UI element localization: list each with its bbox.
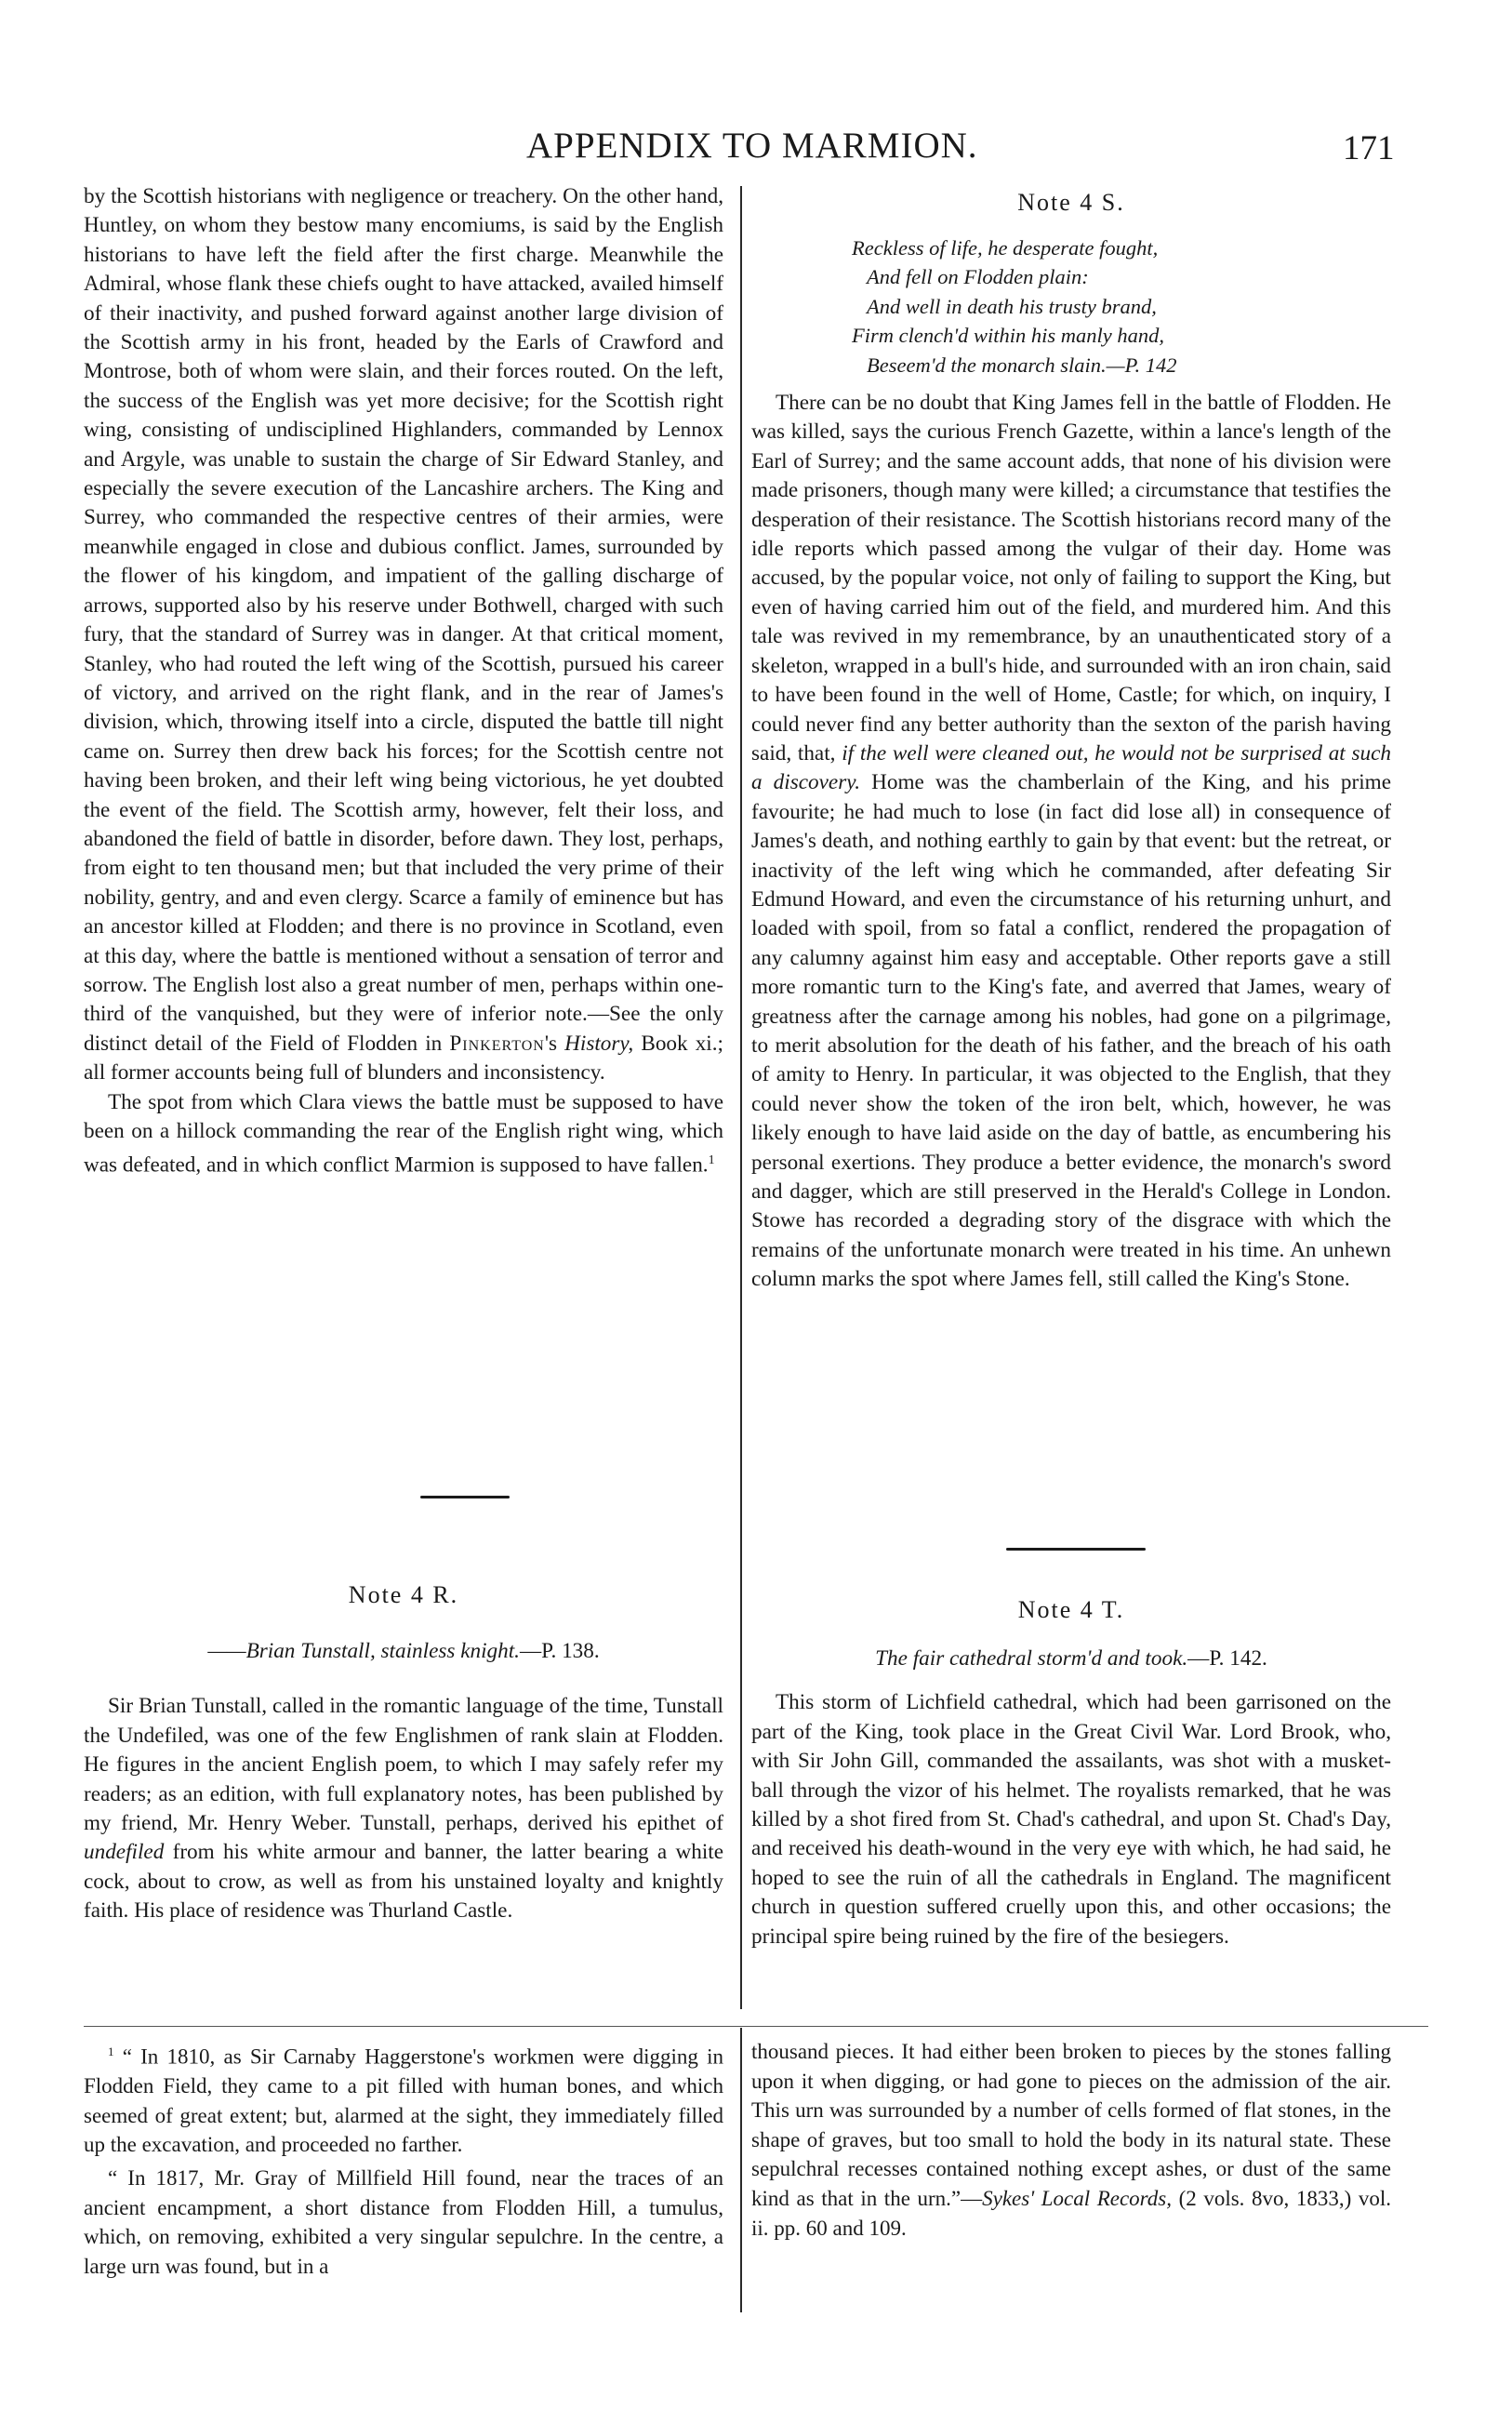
note-heading: Note 4 T. xyxy=(1017,1596,1125,1623)
quote-text: ——Brian Tunstall, stainless knight. xyxy=(207,1639,520,1663)
left-column-body xyxy=(84,182,723,1181)
page-number: 171 xyxy=(1343,129,1395,167)
paragraph-text: Book xi.; all former accounts being full of blunders and inconsistency. xyxy=(84,1031,723,1085)
note-4t xyxy=(751,1596,1391,1951)
flodden-battle-paragraph xyxy=(84,182,723,1088)
paragraph-text: The spot from which Clara views the battle must be supposed to have been on a hillock commanding the rear of the English right wing, which was defeated, and in which conflict Marmion is supposed to have fallen. xyxy=(84,1089,723,1179)
quote-text: The fair cathedral storm'd and took. xyxy=(875,1646,1188,1671)
paragraph-text: thousand pieces. It had either been broken to pieces by the stones falling upon it when digging, or had gone to pieces on the admission of the air. This urn was surrounded by a number of cells formed of flat stones, in the shape of graves, but too small to hold the body in its natural state. These sepulchral recesses contained nothing except ashes, or dust of the same kind as that in the urn.”— xyxy=(751,2040,1391,2210)
footnote-paragraph xyxy=(84,2164,723,2281)
note-4s-text xyxy=(751,389,1391,1295)
column-divider xyxy=(740,186,742,2009)
footnote-reference: 1 xyxy=(708,1153,715,1168)
footnote-rule xyxy=(84,2026,1428,2027)
italic-word: undefiled xyxy=(84,1840,165,1865)
page-reference: —P. 142. xyxy=(1187,1646,1267,1671)
verse-line: Reckless of life, he desperate fought, xyxy=(852,236,1159,260)
paragraph-text: (2 vols. 8vo, 1833,) vol. ii. pp. 60 and 109. xyxy=(751,2186,1391,2240)
footnote-column-divider xyxy=(740,2028,742,2312)
book-title: History, xyxy=(564,1031,634,1056)
paragraph-text: There can be no doubt that King James fell in the battle of Flodden. He was killed, says the curious French Gazette, within a lance's length of the Earl of Surrey; and the same account adds, that none of his division were made prisoners, though many were killed; a circumstance that testifies the desperation of their resistance. The Scottish historians record many of the idle reports which passed among the vulgar of their day. Home was accused, by the popular voice, not only of failing to support the King, but even of having carried him out of the field, and murdered him. And this tale was revived in my remembrance, by an unauthenticated story of a skeleton, wrapped in a bull's hide, and surrounded with an iron chain, said to have been found in the well of Home, Castle; for which, on inquiry, I could never find any better authority than the sexton of the parish having said, that, xyxy=(751,391,1391,766)
verse-line: Firm clench'd within his manly hand, xyxy=(852,324,1165,348)
paragraph-text: “ In 1810, as Sir Carnaby Haggerstone's workmen were digging in Flodden Field, they came to a pit filled with human bones, and which seemed of great extent; but, alarmed at the sight, they immediately filled up the excavation, and proceeded no farther. xyxy=(84,2044,723,2157)
verse-quote xyxy=(751,233,1391,380)
paragraph-text: This storm of Lichfield cathedral, which had been garrisoned on the part of the King, took place in the Great Civil War. Lord Brook, who, with Sir John Gill, commanded the assailants, was shot with a musket-ball through the vizor of his helmet. The royalists remarked, that he was killed by a shot fired from St. Chad's cathedral, and upon St. Chad's Day, and received his death-wound in the very eye with which, he had said, he hoped to see the ruin of all the cathedrals in England. The magnificent church in question suffered cruelly upon this, and other occasions; the principal spire being ruined by the fire of the besiegers. xyxy=(751,1690,1391,1949)
paragraph-text: Sir Brian Tunstall, called in the romantic language of the time, Tunstall the Undefiled, was one of the few Englishmen of rank slain at Flodden. He figures in the ancient English poem, to which I may safely refer my readers; as an edition, with full explanatory notes, has been published by my friend, Mr. Henry Weber. Tunstall, perhaps, derived his epithet of xyxy=(84,1694,723,1836)
author-name: Pinkerton xyxy=(449,1031,545,1056)
note-quote xyxy=(84,1637,723,1666)
paragraph-text: by the Scottish historians with negligence or treachery. On the other hand, Huntley, on whom they bestow many encomiums, is said by the English historians to have left the field after the first charge. Meanwhile the Admiral, whose flank these chiefs ought to have attacked, availed himself of their inactivity, and pushed forward against another large division of the Scottish army in his front, headed by the Earls of Crawford and Montrose, both of whom were slain, and their forces routed. On the left, the success of the English was yet more decisive; for the Scottish right wing, consisting of undisciplined Highlanders, commanded by Lennox and Argyle, was unable to sustain the charge of Sir Edward Stanley, and especially the severe execution of the Lancashire archers. The King and Surrey, who commanded the respective centres of their armies, were meanwhile engaged in close and dubious conflict. James, surrounded by the flower of his kingdom, and impatient of the galling discharge of arrows, supported also by his reserve under Bothwell, charged with such fury, that the standard of Surrey was in danger. At that critical moment, Stanley, who had routed the left wing of the Scottish, pursued his career of victory, and arrived on the right flank, and in the rear of James's division, which, throwing itself into a circle, disputed the battle till night came on. Surrey then drew back his forces; for the Scottish centre not having been broken, and their left wing being victorious, he yet doubted the event of the field. The Scottish army, however, felt their loss, and abandoned the field of battle in disorder, before dawn. They lost, perhaps, from eight to ten thousand men; but that included the very prime of their nobility, gentry, and and even clergy. Scarce a family of eminence but has an ancestor killed at Flodden; and there is no province in Scotland, even at this day, where the battle is mentioned without a sensation of terror and sorrow. The English lost also a great number of men, perhaps within one-third of the vanquished, but they were of inferior note.—See the only distinct detail of the Field of Flodden in xyxy=(84,184,723,1056)
note-quote xyxy=(751,1645,1391,1673)
clara-paragraph xyxy=(84,1088,723,1181)
note-4r xyxy=(84,1581,723,1926)
verse-line: Beseem'd the monarch slain.—P. 142 xyxy=(867,353,1177,377)
footnote-left xyxy=(84,2037,723,2281)
page-reference: —P. 138. xyxy=(519,1639,600,1663)
section-separator xyxy=(1006,1548,1146,1551)
note-4r-text xyxy=(84,1692,723,1925)
running-title: APPENDIX TO MARMION. xyxy=(526,126,978,166)
note-4s xyxy=(751,189,1391,1295)
footnote-right xyxy=(751,2037,1391,2243)
footnote-paragraph xyxy=(751,2037,1391,2243)
note-heading: Note 4 R. xyxy=(348,1581,459,1608)
paragraph-text: 's xyxy=(544,1031,565,1056)
paragraph-text: “ In 1817, Mr. Gray of Millfield Hill found, near the traces of an ancient encampment, a short distance from Flodden Hill, a tumulus, which, on removing, exhibited a very singular sepulchre. In the centre, a large urn was found, but in a xyxy=(84,2166,723,2278)
note-4t-text xyxy=(751,1688,1391,1951)
source-title: Sykes' Local Records, xyxy=(982,2186,1172,2210)
verse-line: And well in death his trusty brand, xyxy=(867,294,1157,318)
paragraph-text: from his white armour and banner, the latter bearing a white cock, about to crow, as well as from his unstained loyalty and knightly faith. His place of residence was Thurland Castle. xyxy=(84,1840,723,1924)
verse-line: And fell on Flodden plain: xyxy=(867,265,1089,289)
italic-quote: if the well were cleaned out, he would not be surprised at such a discovery. xyxy=(751,740,1391,795)
footnote-marker: 1 xyxy=(108,2044,114,2058)
paragraph-text: Home was the chamberlain of the King, and his prime favourite; he had much to lose (in fact did lose all) in consequence of James's death, and nothing earthly to gain by that event: but the retreat, or inactivity of the left wing which he commanded, after defeating Sir Edmund Howard, and even the circumstance of his returning unhurt, and loaded with spoil, from so fatal a conflict, rendered the propagation of any calumny against him easy and acceptable. Other reports gave a still more romantic turn to the King's fate, and averred that James, weary of greatness after the carnage among his nobles, had gone on a pilgrimage, to merit absolution for the death of his father, and the breach of his oath of amity to Henry. In particular, it was objected to the English, that they could never show the token of the iron belt, which, however, he was likely enough to have laid aside on the day of battle, as encumbering his personal exertions. They produce a better evidence, the monarch's sword and dagger, which are still preserved in the Herald's College in London. Stowe has recorded a degrading story of the disgrace with which the remains of the unfortunate monarch were treated in his time. An unhewn column marks the spot where James fell, still called the King's Stone. xyxy=(751,770,1391,1292)
section-separator xyxy=(420,1496,510,1498)
note-heading: Note 4 S. xyxy=(1017,189,1125,216)
footnote-paragraph xyxy=(84,2037,723,2160)
